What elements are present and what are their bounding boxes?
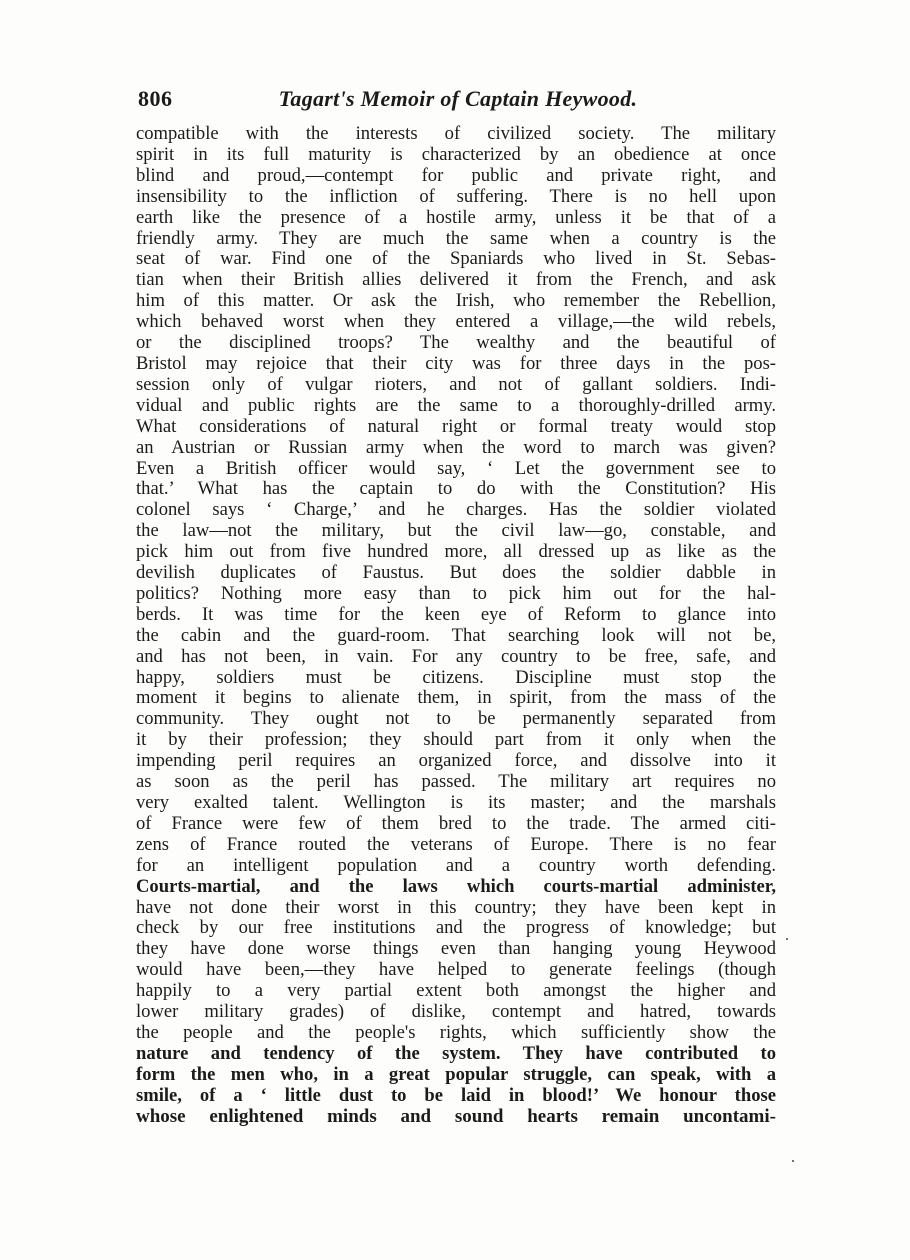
text-line: zens of France routed the veterans of Europe. There is no fear — [136, 833, 776, 855]
text-line: the people and the people's rights, which sufficiently show the — [136, 1021, 776, 1043]
text-line: form the men who, in a great popular struggle, can speak, with a — [136, 1063, 776, 1085]
text-line: friendly army. They are much the same when a country is the — [136, 227, 776, 249]
text-line: of France were few of them bred to the trade. The armed citi- — [136, 812, 776, 834]
text-line: What considerations of natural right or formal treaty would stop — [136, 415, 776, 437]
text-line: for an intelligent population and a country worth defending. — [136, 854, 776, 876]
text-line: seat of war. Find one of the Spaniards who lived in St. Sebas- — [136, 248, 776, 270]
text-line: nature and tendency of the system. They have contributed to — [136, 1042, 776, 1064]
text-line: Bristol may rejoice that their city was for three days in the pos- — [136, 352, 776, 374]
text-line: it by their profession; they should part from it only when the — [136, 729, 776, 751]
text-line: whose enlightened minds and sound hearts remain uncontami- — [136, 1105, 776, 1127]
text-line: an Austrian or Russian army when the word to march was given? — [136, 436, 776, 458]
text-line: pick him out from five hundred more, all dressed up as like as the — [136, 541, 776, 563]
text-line: moment it begins to alienate them, in spirit, from the mass of the — [136, 687, 776, 709]
text-line: very exalted talent. Wellington is its master; and the marshals — [136, 792, 776, 813]
text-line: him of this matter. Or ask the Irish, who remember the Rebellion, — [136, 290, 776, 312]
text-line: session only of vulgar rioters, and not of gallant soldiers. Indi- — [136, 373, 776, 395]
text-line: earth like the presence of a hostile army, unless it be that of a — [136, 206, 776, 228]
print-speck — [786, 938, 788, 940]
text-line: they have done worse things even than hanging young Heywood — [136, 938, 776, 960]
text-line: as soon as the peril has passed. The military art requires no — [136, 771, 776, 793]
text-line: have not done their worst in this country; they have been kept in — [136, 896, 776, 918]
body-text — [136, 124, 776, 1128]
text-line: happy, soldiers must be citizens. Discipline must stop the — [136, 666, 776, 688]
text-line: the cabin and the guard-room. That searching look will not be, — [136, 624, 776, 646]
text-line: or the disciplined troops? The wealthy and the beautiful of — [136, 332, 776, 354]
page-number: 806 — [138, 86, 173, 111]
text-line: colonel says ‘ Charge,’ and he charges. Has the soldier violated — [136, 499, 776, 521]
text-line: blind and proud,—contempt for public and private right, and — [136, 164, 776, 186]
text-line: community. They ought not to be permanently separated from — [136, 708, 776, 730]
text-line: the law—not the military, but the civil law—go, constable, and — [136, 520, 776, 542]
text-line: compatible with the interests of civilized society. The military — [136, 123, 776, 144]
text-line: politics? Nothing more easy than to pick him out for the hal- — [136, 582, 776, 604]
text-line: smile, of a ‘ little dust to be laid in blood!’ We honour those — [136, 1084, 776, 1106]
text-line: berds. It was time for the keen eye of Reform to glance into — [136, 603, 776, 625]
text-line: lower military grades) of dislike, contempt and hatred, towards — [136, 1001, 776, 1023]
text-line: spirit in its full maturity is characterized by an obedience at once — [136, 143, 776, 165]
print-speck — [792, 1160, 794, 1162]
running-head — [138, 86, 778, 122]
text-line: impending peril requires an organized force, and dissolve into it — [136, 750, 776, 772]
text-line: happily to a very partial extent both amongst the higher and — [136, 980, 776, 1002]
text-line: insensibility to the infliction of suffering. There is no hell upon — [136, 185, 776, 207]
text-line: would have been,—they have helped to generate feelings (though — [136, 959, 776, 981]
text-line: tian when their British allies delivered it from the French, and ask — [136, 269, 776, 291]
text-line: that.’ What has the captain to do with the Constitution? His — [136, 478, 776, 500]
text-line: and has not been, in vain. For any country to be free, safe, and — [136, 645, 776, 667]
text-line: Even a British officer would say, ‘ Let the government see to — [136, 457, 776, 479]
text-line: vidual and public rights are the same to a thoroughly-drilled army. — [136, 394, 776, 416]
text-line: which behaved worst when they entered a village,—the wild rebels, — [136, 311, 776, 333]
text-line: Courts-martial, and the laws which courts-martial administer, — [136, 875, 776, 897]
running-title: Tagart's Memoir of Captain Heywood. — [278, 86, 638, 111]
text-line: devilish duplicates of Faustus. But does the soldier dabble in — [136, 562, 776, 584]
text-line: check by our free institutions and the progress of knowledge; but — [136, 917, 776, 939]
